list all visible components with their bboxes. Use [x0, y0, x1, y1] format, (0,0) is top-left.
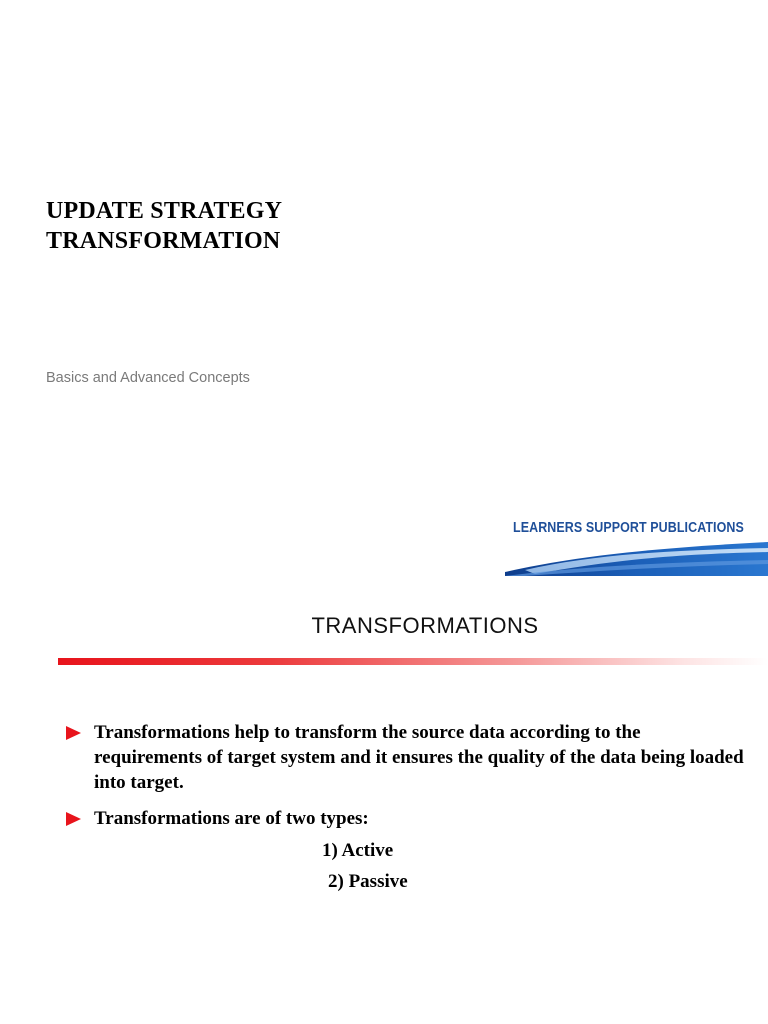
- bullet-item: [66, 806, 746, 831]
- bullet-item: [66, 720, 746, 795]
- red-triangle-bullet-icon: [66, 812, 81, 826]
- slide-title-line-2: TRANSFORMATION: [46, 228, 281, 254]
- slide-subtitle: Basics and Advanced Concepts: [46, 370, 250, 386]
- content-slide: [0, 580, 768, 1024]
- publisher-logo: [505, 510, 768, 576]
- red-triangle-bullet-icon: [66, 726, 81, 740]
- bullet-text: Transformations help to transform the source data according to the requirements of target system and it ensures the quality of the data being loaded into target.: [94, 722, 744, 793]
- slide-title-line-1: UPDATE STRATEGY: [46, 198, 283, 224]
- type-passive: 2) Passive: [328, 871, 408, 892]
- red-divider-bar: [58, 658, 768, 665]
- slide-heading: TRANSFORMATIONS: [311, 613, 539, 638]
- logo-text: LEARNERS SUPPORT PUBLICATIONS: [513, 520, 744, 536]
- slide-title: [46, 196, 282, 256]
- type-active: 1) Active: [322, 840, 394, 861]
- bullet-list: [66, 720, 746, 842]
- bullet-text: Transformations are of two types:: [94, 808, 369, 829]
- logo-swoosh-graphic: [505, 538, 768, 576]
